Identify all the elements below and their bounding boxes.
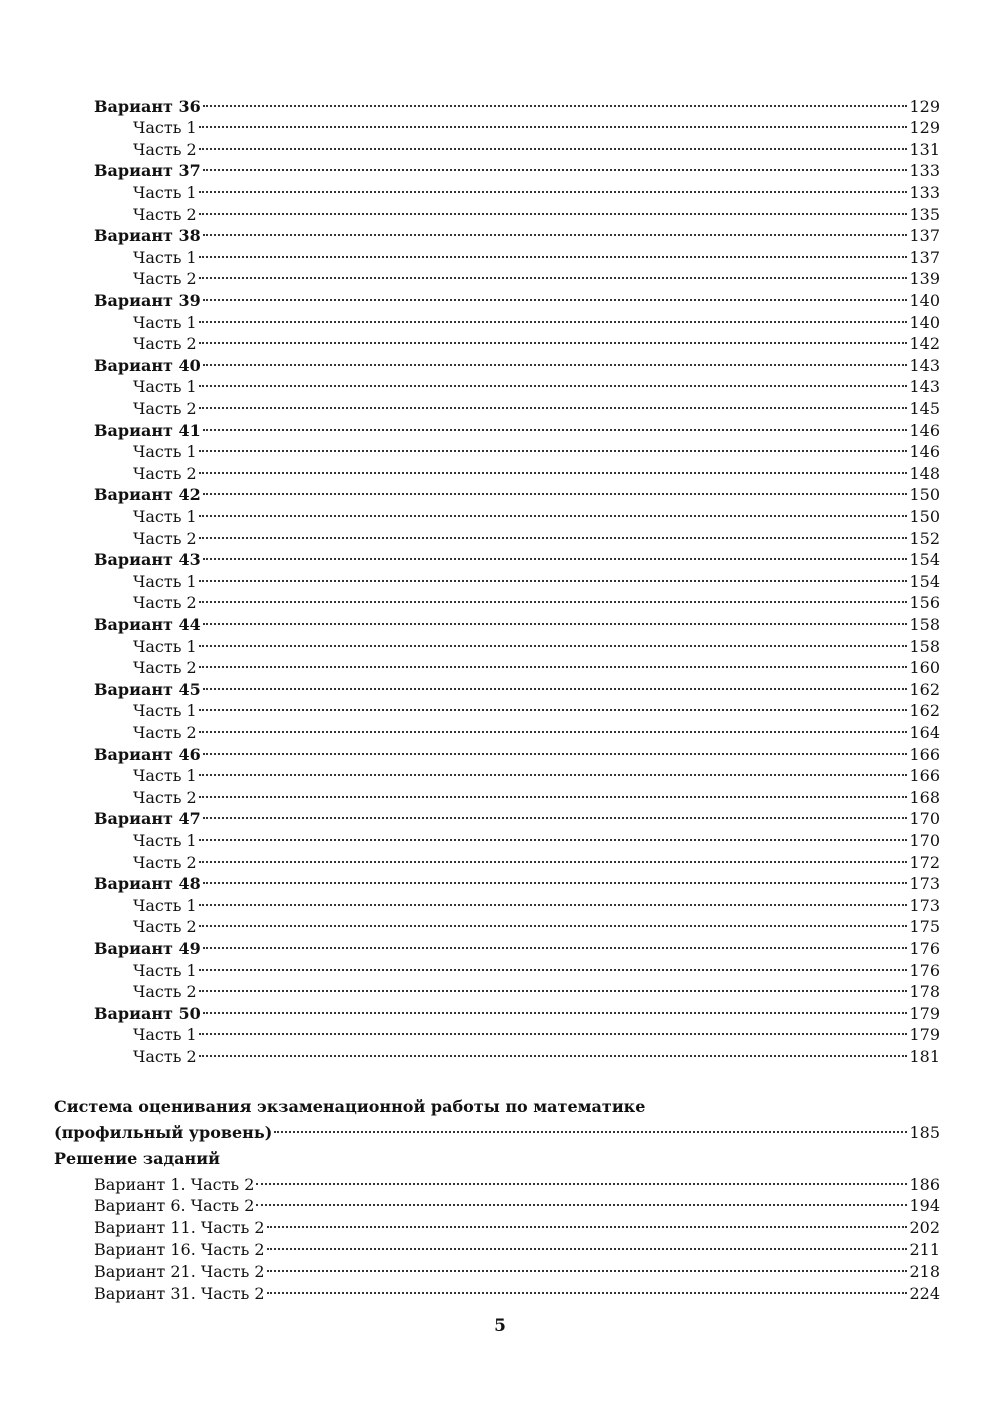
- toc-part-entry-label: Часть 2: [133, 204, 197, 224]
- toc-part-entry[interactable]: [133, 695, 940, 721]
- solution-entry[interactable]: [94, 1190, 940, 1216]
- dot-leader: [203, 90, 908, 112]
- toc-part-entry-page: 158: [909, 636, 940, 656]
- toc-part-entry[interactable]: [133, 522, 940, 548]
- dot-leader: [199, 889, 908, 911]
- toc-variant-entry-page: 146: [909, 420, 940, 440]
- toc-part-entry[interactable]: [133, 954, 940, 980]
- toc-part-entry-page: 152: [909, 528, 940, 548]
- dot-leader: [203, 349, 908, 371]
- dot-leader: [267, 1212, 908, 1234]
- toc-part-entry-page: 135: [909, 204, 940, 224]
- dot-leader: [203, 673, 908, 695]
- toc-variant-entry-label: Вариант 49: [94, 938, 201, 958]
- toc-variant-entry-page: 179: [909, 1003, 940, 1023]
- dot-leader: [203, 479, 908, 501]
- toc-part-entry-label: Часть 1: [133, 830, 197, 850]
- toc-part-entry-label: Часть 2: [133, 463, 197, 483]
- toc-variant-entry[interactable]: [94, 349, 940, 375]
- toc-part-entry[interactable]: [133, 889, 940, 915]
- toc-part-entry-page: 175: [909, 917, 940, 937]
- toc-part-entry-page: 137: [909, 247, 940, 267]
- toc-part-entry[interactable]: [133, 824, 940, 850]
- toc-part-entry[interactable]: [133, 500, 940, 526]
- toc-part-entry-page: 164: [909, 722, 940, 742]
- dot-leader: [267, 1233, 908, 1255]
- solution-entry[interactable]: [94, 1277, 940, 1303]
- solution-entry[interactable]: [94, 1212, 940, 1238]
- toc-variant-entry-page: 154: [909, 550, 940, 570]
- dot-leader: [199, 824, 908, 846]
- toc-part-entry-label: Часть 1: [133, 506, 197, 526]
- toc-part-entry[interactable]: [133, 112, 940, 138]
- solution-entry-label: Вариант 1. Часть 2: [94, 1174, 255, 1194]
- dot-leader: [203, 868, 908, 890]
- dot-leader: [199, 306, 908, 328]
- toc-part-entry-page: 156: [909, 593, 940, 613]
- toc-variant-entry-label: Вариант 41: [94, 420, 201, 440]
- dot-leader: [199, 392, 908, 414]
- dot-leader: [203, 220, 908, 242]
- toc-part-entry-page: 146: [909, 442, 940, 462]
- toc-variant-entry-page: 170: [909, 809, 940, 829]
- dot-leader: [203, 414, 908, 436]
- toc-part-entry-label: Часть 1: [133, 247, 197, 267]
- toc-variant-entry[interactable]: [94, 997, 940, 1023]
- toc-part-entry-page: 142: [909, 334, 940, 354]
- toc-part-entry[interactable]: [133, 371, 940, 397]
- toc-part-entry-page: 140: [909, 312, 940, 332]
- toc-part-entry[interactable]: [133, 976, 940, 1002]
- toc-part-entry[interactable]: [133, 911, 940, 937]
- dot-leader: [203, 803, 908, 825]
- dot-leader: [199, 500, 908, 522]
- toc-part-entry-label: Часть 1: [133, 312, 197, 332]
- toc-part-entry[interactable]: [133, 630, 940, 656]
- toc-part-entry-label: Часть 2: [133, 722, 197, 742]
- toc-variant-entry[interactable]: [94, 479, 940, 505]
- toc-variant-entry-label: Вариант 43: [94, 550, 201, 570]
- toc-variant-entry-label: Вариант 44: [94, 614, 201, 634]
- toc-part-entry-page: 173: [909, 895, 940, 915]
- solution-entry-page: 202: [909, 1218, 940, 1238]
- toc-variant-entry-page: 173: [909, 874, 940, 894]
- dot-leader: [267, 1277, 908, 1299]
- toc-variant-entry-label: Вариант 47: [94, 809, 201, 829]
- dot-leader: [199, 695, 908, 717]
- solution-entry[interactable]: [94, 1255, 940, 1281]
- toc-part-entry[interactable]: [133, 457, 940, 483]
- toc-part-entry[interactable]: [133, 306, 940, 332]
- toc-variant-entry[interactable]: [94, 155, 940, 181]
- dot-leader: [199, 457, 908, 479]
- dot-leader: [199, 241, 908, 263]
- solution-entry-label: Вариант 21. Часть 2: [94, 1261, 265, 1281]
- toc-variant-entry[interactable]: [94, 608, 940, 634]
- toc-part-entry[interactable]: [133, 436, 940, 462]
- dot-leader: [199, 587, 908, 609]
- toc-variant-entry-label: Вариант 40: [94, 355, 201, 375]
- toc-part-entry-label: Часть 2: [133, 1046, 197, 1066]
- dot-leader: [203, 738, 908, 760]
- toc-part-entry[interactable]: [133, 1019, 940, 1045]
- grading-section-label: (профильный уровень): [54, 1122, 273, 1142]
- toc-part-entry-page: 131: [909, 139, 940, 159]
- toc-part-entry[interactable]: [133, 1040, 940, 1066]
- toc-variant-entry-page: 143: [909, 355, 940, 375]
- toc-part-entry-label: Часть 1: [133, 636, 197, 656]
- toc-part-entry[interactable]: [133, 198, 940, 224]
- toc-part-entry[interactable]: [133, 587, 940, 613]
- toc-variant-entry-page: 133: [909, 161, 940, 181]
- toc-part-entry[interactable]: [133, 392, 940, 418]
- toc-variant-entry-page: 150: [909, 485, 940, 505]
- solution-entry-page: 186: [909, 1174, 940, 1194]
- toc-part-entry-page: 170: [909, 830, 940, 850]
- toc-part-entry-page: 181: [909, 1046, 940, 1066]
- dot-leader: [274, 1116, 907, 1138]
- toc-part-entry-page: 154: [909, 571, 940, 591]
- toc-variant-entry-label: Вариант 39: [94, 290, 201, 310]
- solution-entry[interactable]: [94, 1233, 940, 1259]
- toc-part-entry[interactable]: [133, 781, 940, 807]
- toc-part-entry-label: Часть 2: [133, 917, 197, 937]
- toc-part-entry-page: 150: [909, 506, 940, 526]
- toc-variant-entry-label: Вариант 42: [94, 485, 201, 505]
- toc-variant-entry-page: 158: [909, 614, 940, 634]
- toc-part-entry-label: Часть 2: [133, 269, 197, 289]
- dot-leader: [203, 284, 908, 306]
- dot-leader: [256, 1168, 907, 1190]
- toc-part-entry-label: Часть 1: [133, 895, 197, 915]
- grading-section-page: 185: [909, 1122, 940, 1142]
- dot-leader: [199, 781, 908, 803]
- toc-part-entry-label: Часть 2: [133, 139, 197, 159]
- toc-part-entry-page: 162: [909, 701, 940, 721]
- dot-leader: [199, 198, 908, 220]
- toc-variant-entry-label: Вариант 48: [94, 874, 201, 894]
- dot-leader: [199, 328, 908, 350]
- toc-part-entry-label: Часть 1: [133, 571, 197, 591]
- toc-variant-entry[interactable]: [94, 673, 940, 699]
- toc-part-entry[interactable]: [133, 176, 940, 202]
- toc-part-entry-page: 179: [909, 1025, 940, 1045]
- solution-entry-label: Вариант 31. Часть 2: [94, 1283, 265, 1303]
- toc-variant-entry-page: 129: [909, 96, 940, 116]
- dot-leader: [203, 932, 908, 954]
- solutions-section-title: Решение заданий: [54, 1149, 220, 1168]
- toc-part-entry-label: Часть 1: [133, 766, 197, 786]
- grading-section-entry[interactable]: [54, 1116, 940, 1142]
- toc-part-entry-label: Часть 2: [133, 334, 197, 354]
- toc-variant-entry-page: 137: [909, 226, 940, 246]
- toc-variant-entry[interactable]: [94, 932, 940, 958]
- toc-part-entry-page: 148: [909, 463, 940, 483]
- toc-part-entry[interactable]: [133, 716, 940, 742]
- toc-part-entry-page: 178: [909, 982, 940, 1002]
- toc-part-entry-label: Часть 2: [133, 658, 197, 678]
- toc-variant-entry[interactable]: [94, 284, 940, 310]
- dot-leader: [199, 652, 908, 674]
- toc-part-entry-label: Часть 1: [133, 701, 197, 721]
- toc-variant-entry-page: 166: [909, 744, 940, 764]
- toc-variant-entry-label: Вариант 37: [94, 161, 201, 181]
- toc-part-entry-page: 168: [909, 787, 940, 807]
- toc-part-entry-page: 143: [909, 377, 940, 397]
- dot-leader: [199, 630, 908, 652]
- dot-leader: [199, 133, 908, 155]
- toc-part-entry-label: Часть 1: [133, 960, 197, 980]
- toc-variant-entry-label: Вариант 36: [94, 96, 201, 116]
- solution-entry-label: Вариант 11. Часть 2: [94, 1218, 265, 1238]
- toc-variant-entry[interactable]: [94, 803, 940, 829]
- toc-part-entry-label: Часть 2: [133, 528, 197, 548]
- dot-leader: [256, 1190, 907, 1212]
- toc-part-entry-label: Часть 1: [133, 1025, 197, 1045]
- toc-part-entry-page: 139: [909, 269, 940, 289]
- dot-leader: [199, 976, 908, 998]
- toc-part-entry[interactable]: [133, 133, 940, 159]
- toc-part-entry-label: Часть 2: [133, 982, 197, 1002]
- solution-entry-page: 211: [909, 1239, 940, 1259]
- dot-leader: [199, 522, 908, 544]
- toc-part-entry-page: 133: [909, 182, 940, 202]
- dot-leader: [203, 155, 908, 177]
- toc-part-entry-page: 160: [909, 658, 940, 678]
- dot-leader: [199, 112, 908, 134]
- dot-leader: [199, 371, 908, 393]
- toc-part-entry-label: Часть 1: [133, 118, 197, 138]
- solution-entry[interactable]: [94, 1168, 940, 1194]
- toc-part-entry-page: 129: [909, 118, 940, 138]
- toc-part-entry[interactable]: [133, 760, 940, 786]
- dot-leader: [199, 436, 908, 458]
- dot-leader: [199, 716, 908, 738]
- dot-leader: [199, 263, 908, 285]
- toc-variant-entry[interactable]: [94, 738, 940, 764]
- toc-variant-entry[interactable]: [94, 414, 940, 440]
- toc-variant-entry[interactable]: [94, 220, 940, 246]
- toc-part-entry-label: Часть 2: [133, 398, 197, 418]
- solution-entry-page: 218: [909, 1261, 940, 1281]
- toc-part-entry-page: 145: [909, 398, 940, 418]
- dot-leader: [199, 1019, 908, 1041]
- toc-part-entry-page: 172: [909, 852, 940, 872]
- toc-part-entry[interactable]: [133, 241, 940, 267]
- toc-part-entry[interactable]: [133, 652, 940, 678]
- toc-variant-entry-label: Вариант 46: [94, 744, 201, 764]
- solution-entry-label: Вариант 6. Часть 2: [94, 1196, 255, 1216]
- dot-leader: [199, 1040, 908, 1062]
- toc-variant-entry[interactable]: [94, 544, 940, 570]
- dot-leader: [199, 846, 908, 868]
- toc-variant-entry-page: 176: [909, 938, 940, 958]
- toc-part-entry[interactable]: [133, 263, 940, 289]
- toc-variant-entry-page: 140: [909, 290, 940, 310]
- solution-entry-page: 194: [909, 1196, 940, 1216]
- toc-part-entry-label: Часть 1: [133, 182, 197, 202]
- dot-leader: [199, 760, 908, 782]
- toc-part-entry-label: Часть 1: [133, 377, 197, 397]
- toc-part-entry-label: Часть 2: [133, 593, 197, 613]
- dot-leader: [267, 1255, 908, 1277]
- toc-variant-entry-label: Вариант 38: [94, 226, 201, 246]
- toc-part-entry[interactable]: [133, 328, 940, 354]
- toc-variant-entry[interactable]: [94, 868, 940, 894]
- page-number: 5: [494, 1316, 506, 1336]
- dot-leader: [203, 997, 908, 1019]
- toc-variant-entry-label: Вариант 45: [94, 679, 201, 699]
- toc-part-entry[interactable]: [133, 846, 940, 872]
- grading-section-title: Система оценивания экзаменационной работы по математике: [54, 1097, 646, 1116]
- toc-variant-entry[interactable]: [94, 90, 940, 116]
- toc-variant-entry-page: 162: [909, 679, 940, 699]
- toc-part-entry-page: 166: [909, 766, 940, 786]
- toc-variant-entry-label: Вариант 50: [94, 1003, 201, 1023]
- solution-entry-label: Вариант 16. Часть 2: [94, 1239, 265, 1259]
- toc-part-entry[interactable]: [133, 565, 940, 591]
- dot-leader: [199, 176, 908, 198]
- toc-part-entry-label: Часть 2: [133, 787, 197, 807]
- dot-leader: [199, 911, 908, 933]
- dot-leader: [199, 954, 908, 976]
- toc-part-entry-label: Часть 1: [133, 442, 197, 462]
- toc-part-entry-label: Часть 2: [133, 852, 197, 872]
- toc-part-entry-page: 176: [909, 960, 940, 980]
- dot-leader: [203, 608, 908, 630]
- dot-leader: [199, 565, 908, 587]
- dot-leader: [203, 544, 908, 566]
- solution-entry-page: 224: [909, 1283, 940, 1303]
